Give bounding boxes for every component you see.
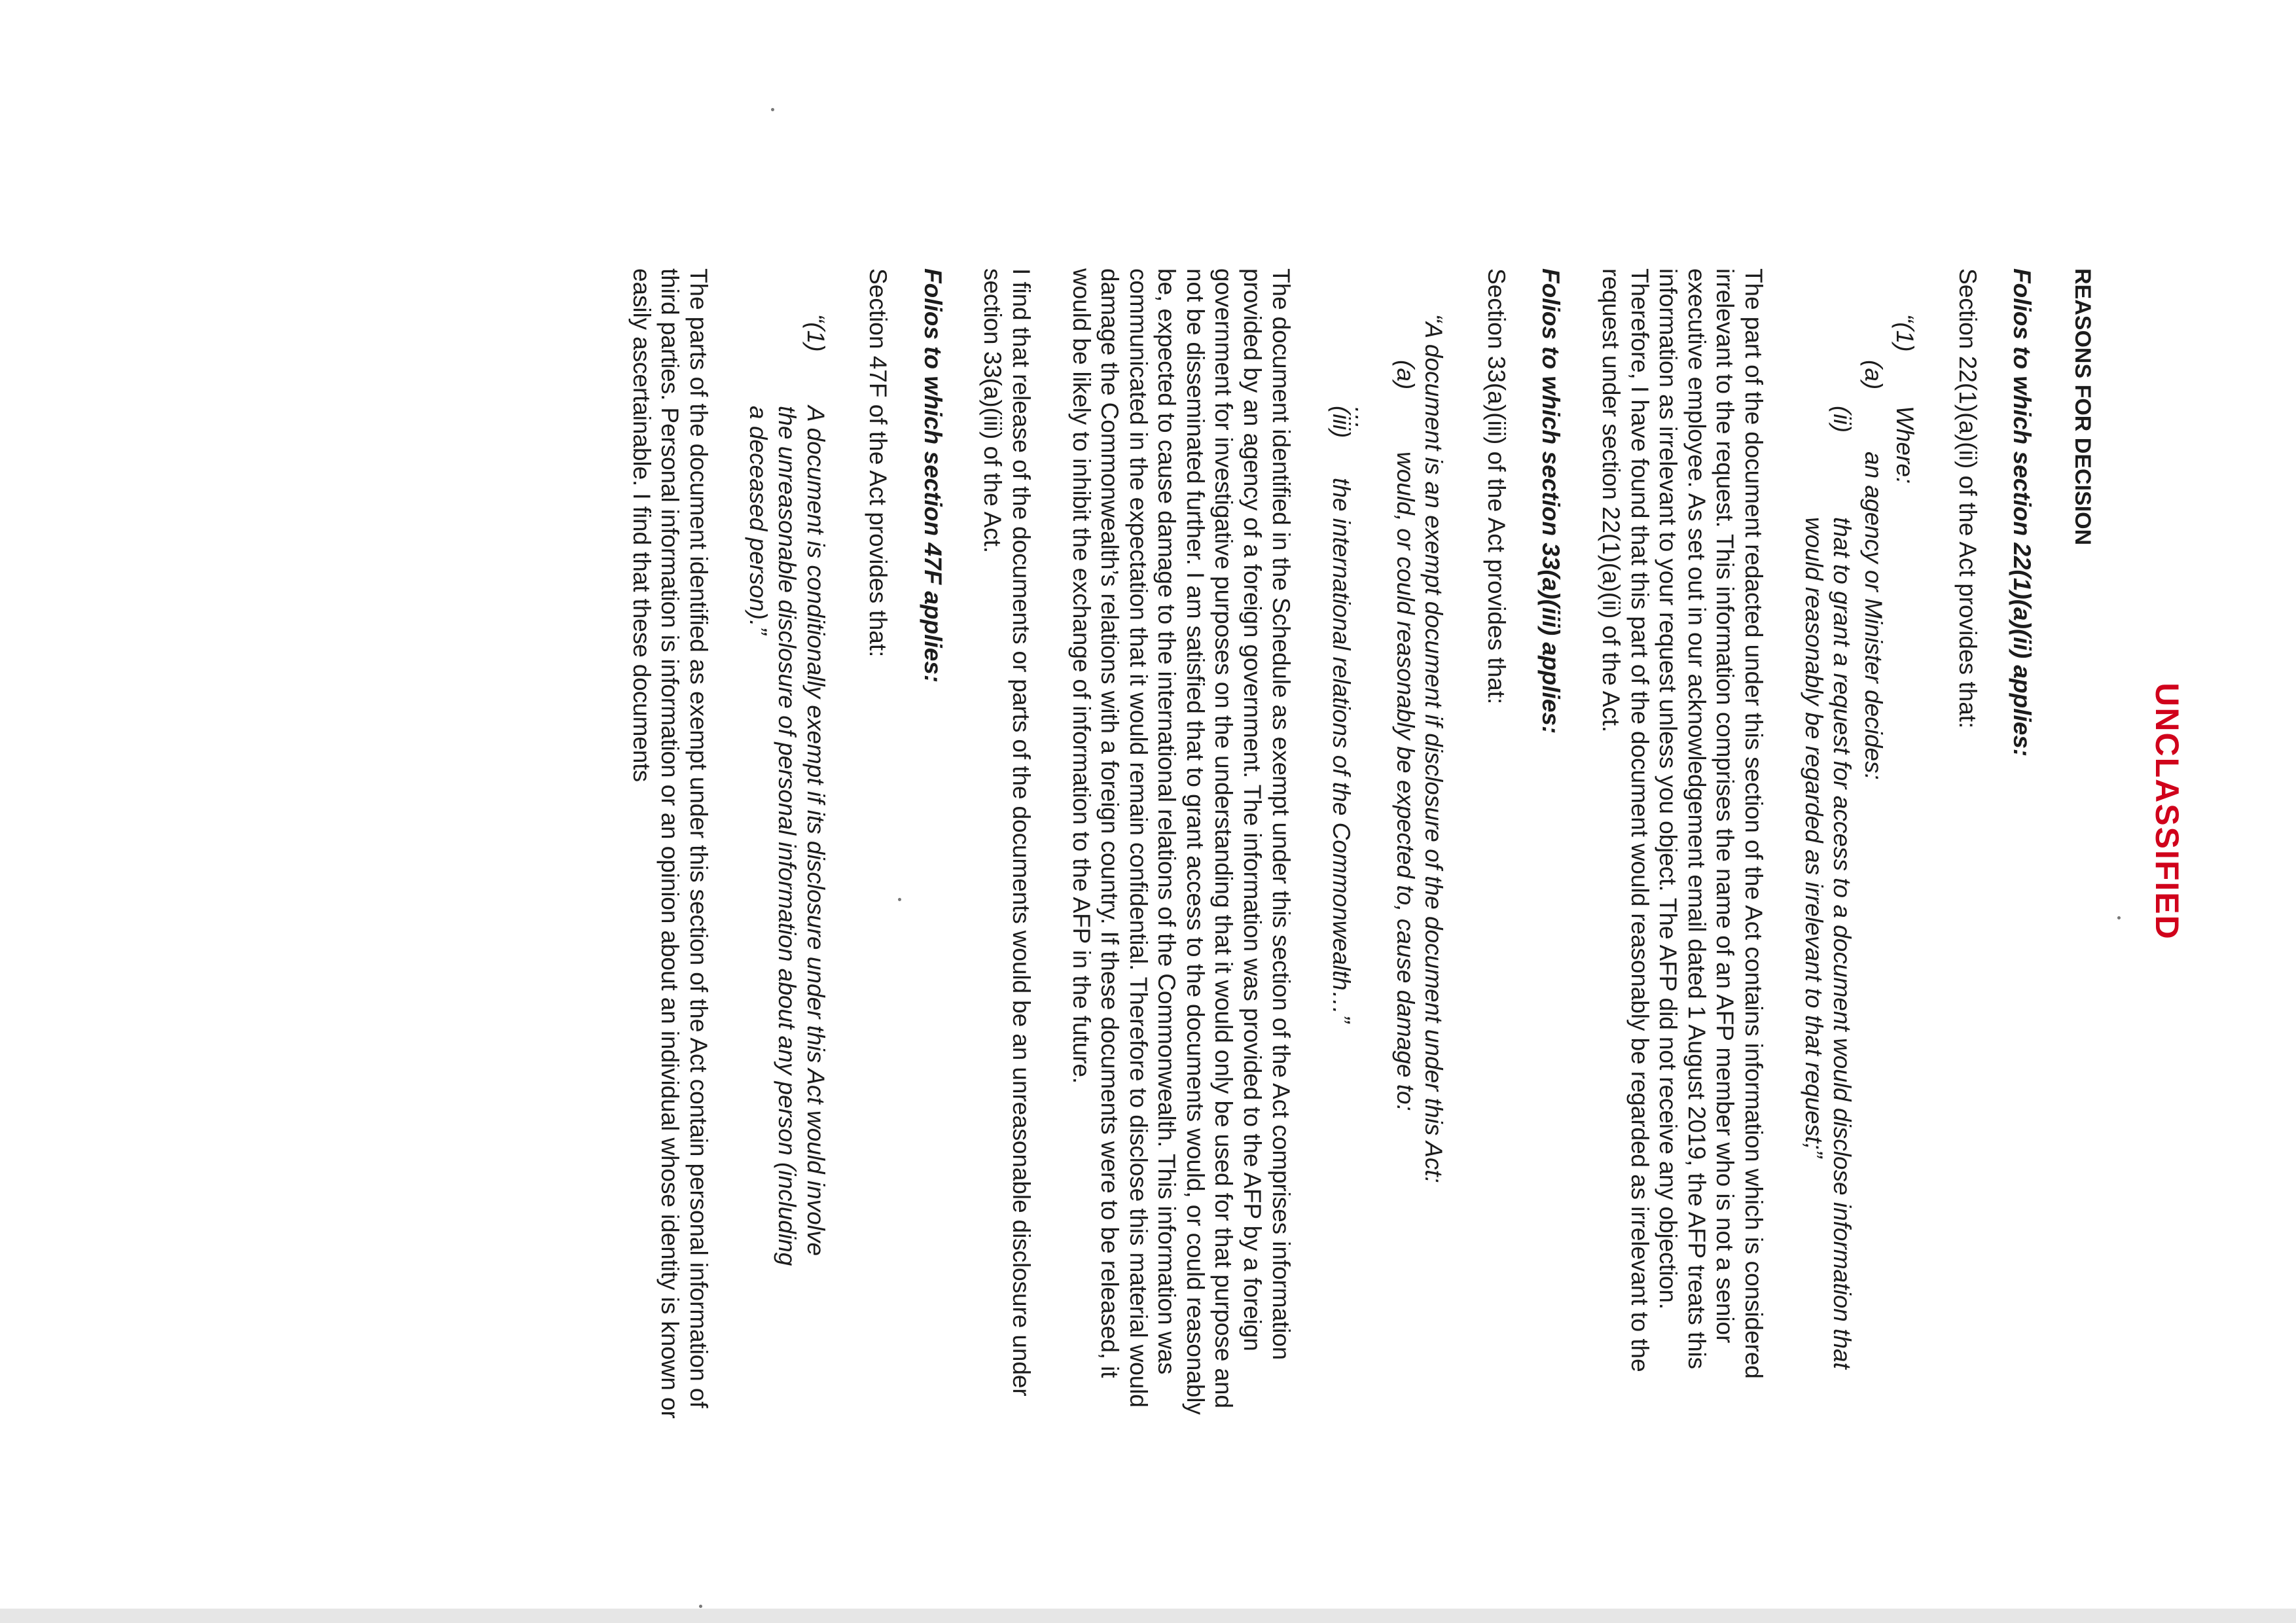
quote-text: an agency or Minister decides: [1860, 452, 1888, 780]
section-47f-heading: Folios to which section 47F applies: [919, 268, 946, 683]
section-22-quote [1799, 268, 1919, 1420]
quote-number: (a) [1391, 360, 1419, 390]
quote-number: (iii) [1327, 406, 1355, 438]
section-22-body: The part of the document redacted under this section of the Act contains information which is considered irrelevant to the request. This information comprises the name of an AFP member who is not a senior executive employee. As set out in our acknowledgement email dated 1 August 2019, the AFP treats this information as irrelevant to your request unless you object. The AFP did not receive any objection. Therefore, I have found that this part of the document would reasonably be regarded as irrelevant to the request under section 22(1)(a)(ii) of the Act. [1598, 268, 1768, 1379]
section-33-finding: I find that release of the documents or parts of the documents would be an unreasonable disclosure under section 33(a)(iii) of the Act. [979, 268, 1035, 1397]
page-heading: REASONS FOR DECISION [2070, 268, 2095, 546]
section-33-body: The document identified in the Schedule as exempt under this section of the Act comprises information provided by an agency of a foreign government. The information was provided to the AFP by a foreign government for investigative purposes on the understanding that it would only be used for that purpose and not be disseminated further. I am satisfied that to grant access to the documents would, or could reasonably be, expected to cause damage to the international relations of the Commonwealth. This information was communicated in the expectation that it would remain confidential. Therefore to disclose this material would damage the Commonwealth’s relations with a foreign country. If these documents were to be released, it would be likely to inhibit the exchange of information to the AFP in the future. [1067, 268, 1295, 1415]
document-body [627, 268, 2096, 1420]
quote-line [1391, 268, 1420, 1420]
quote-text: A document is conditionally exempt if its disclosure under this Act would involve the unreasonable disclosure of personal information about any person (including a deceased person).” [745, 406, 829, 1266]
quote-text: the international relations of the Commonwealth…” [1327, 478, 1355, 1023]
section-33-intro: Section 33(a)(iii) of the Act provides that: [1482, 268, 1510, 705]
quote-line [1327, 268, 1355, 1420]
quote-text: Where: [1892, 406, 1919, 484]
quote-number: (a) [1860, 360, 1888, 390]
quote-text: that to grant a request for access to a document would disclose information that would reasonably be regarded as irrelevant to that request;” [1800, 517, 1856, 1369]
quote-number: “(1) [802, 314, 829, 352]
classification-banner: UNCLASSIFIED [2149, 683, 2185, 940]
section-33-heading: Folios to which section 33(a)(iii) applies: [1537, 268, 1565, 734]
quote-text: would, or could reasonably be expected to, cause damage to: [1391, 452, 1419, 1111]
quote-number: “(1) [1892, 314, 1919, 352]
quote-number: (ii) [1829, 406, 1856, 433]
quote-line [1888, 268, 1919, 1420]
section-47f-quote [744, 268, 830, 1420]
section-22-heading: Folios to which section 22(1)(a)(ii) applies: [2009, 268, 2036, 757]
section-33-quote [1327, 268, 1448, 1420]
section-22-intro: Section 22(1)(a)(ii) of the Act provides that: [1954, 268, 1981, 729]
quote-ellipsis: … [1350, 406, 1377, 430]
section-47f-intro: Section 47F of the Act provides that: [865, 268, 892, 658]
quote-line [1799, 268, 1856, 1420]
quote-lead: “A document is an exempt document if disclosure of the document under this Act: [1420, 314, 1448, 1183]
section-47f-body: The parts of the document identified as exempt under this section of the Act contain personal information of third parties. Personal information is information or an opinion about an individual whose identity is known or easily ascertainable. I find that these documents [628, 268, 712, 1419]
